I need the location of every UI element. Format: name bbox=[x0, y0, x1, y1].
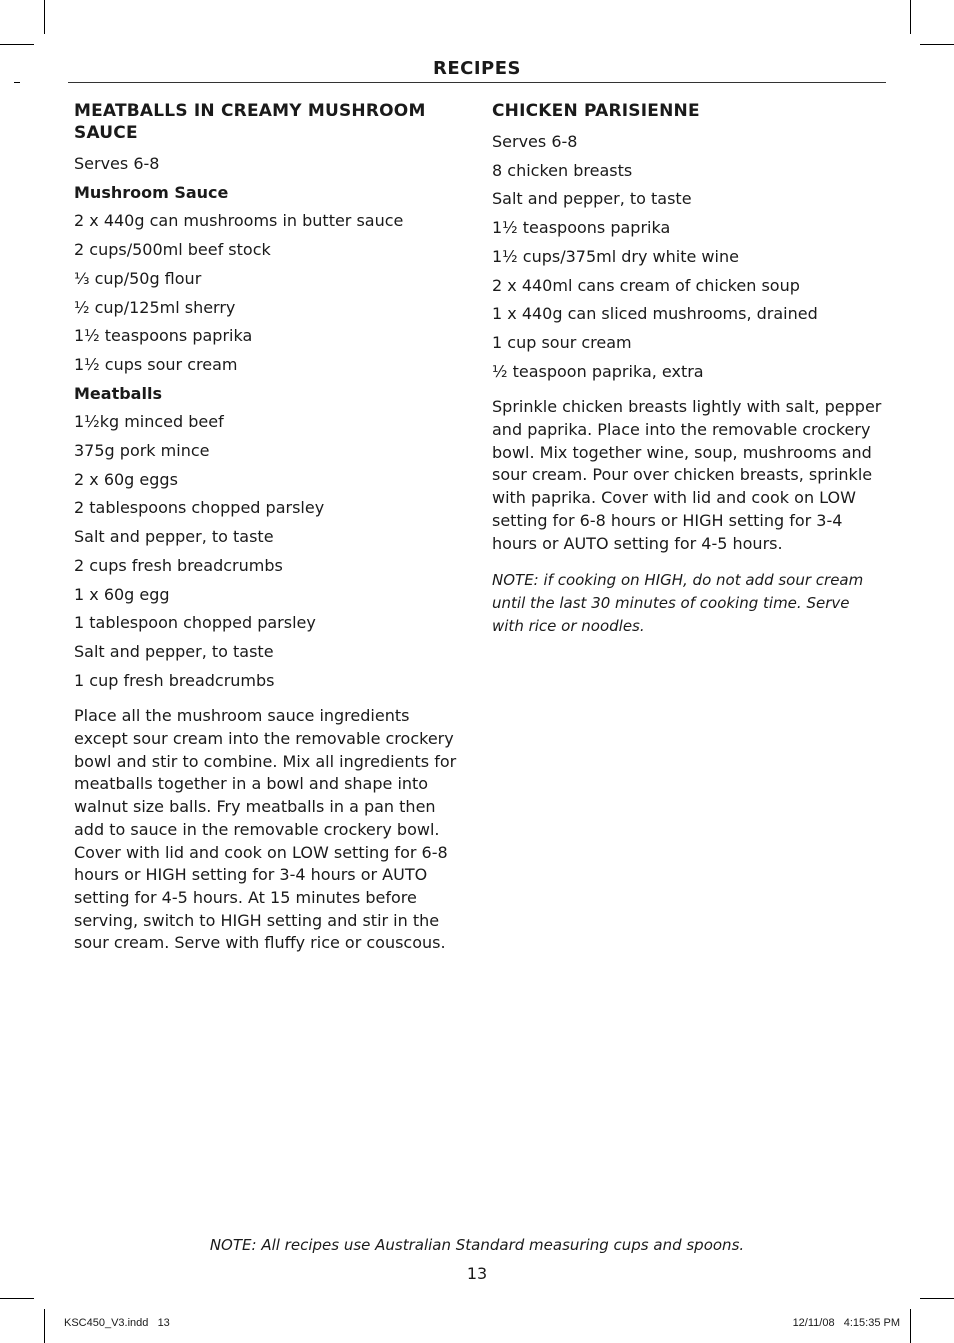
ingredient-item: Salt and pepper, to taste bbox=[492, 189, 692, 209]
slug-timestamp: 12/11/08 4:15:35 PM bbox=[792, 1317, 900, 1329]
ingredient-item: 1 tablespoon chopped parsley bbox=[74, 613, 316, 633]
ingredient-item: 1 cup fresh breadcrumbs bbox=[74, 670, 275, 690]
ingredient-item: 1½ cups/375ml dry white wine bbox=[492, 246, 739, 266]
ingredient-item: 1 x 440g can sliced mushrooms, drained bbox=[492, 304, 818, 324]
recipe-serves: Serves 6-8 bbox=[492, 132, 578, 151]
registration-tick bbox=[14, 82, 20, 83]
measuring-note: NOTE: All recipes use Australian Standard measuring cups and spoons. bbox=[209, 1236, 745, 1254]
crop-mark-bottom-right-horizontal bbox=[920, 1298, 954, 1299]
ingredient-item: 2 tablespoons chopped parsley bbox=[74, 498, 325, 518]
ingredient-item: 2 cups/500ml beef stock bbox=[74, 240, 271, 260]
ingredient-item: 8 chicken breasts bbox=[492, 160, 633, 180]
section-subtitle-mushroom-sauce: Mushroom Sauce bbox=[74, 182, 229, 202]
crop-mark-top-left-vertical bbox=[44, 0, 45, 34]
ingredient-item: ⅓ cup/50g flour bbox=[74, 268, 202, 288]
page-header bbox=[68, 56, 886, 83]
crop-mark-bottom-left-horizontal bbox=[0, 1298, 34, 1299]
ingredient-item: 1½kg minced beef bbox=[74, 412, 224, 432]
ingredient-item: 375g pork mince bbox=[74, 441, 210, 461]
crop-mark-bottom-left-vertical bbox=[44, 1309, 45, 1343]
recipe-title: MEATBALLS IN CREAMY MUSHROOM SAUCE bbox=[74, 101, 426, 143]
recipe-note: NOTE: if cooking on HIGH, do not add sour cream until the last 30 minutes of cooking time. Serve with rice or noodles. bbox=[492, 571, 864, 635]
recipe-chicken-parisienne bbox=[492, 100, 882, 637]
crop-mark-top-right-vertical bbox=[910, 0, 911, 34]
ingredient-item: 1 cup sour cream bbox=[492, 332, 632, 352]
recipe-serves: Serves 6-8 bbox=[74, 154, 160, 173]
ingredient-item: 1½ teaspoons paprika bbox=[492, 218, 671, 238]
ingredient-item: 2 x 440g can mushrooms in butter sauce bbox=[74, 211, 404, 231]
ingredient-item: 2 x 440ml cans cream of chicken soup bbox=[492, 275, 800, 295]
section-subtitle-meatballs: Meatballs bbox=[74, 383, 162, 403]
crop-mark-top-left-horizontal bbox=[0, 44, 34, 45]
ingredient-item: 1½ cups sour cream bbox=[74, 354, 238, 374]
ingredient-item: 1 x 60g egg bbox=[74, 584, 170, 604]
recipe-method: Sprinkle chicken breasts lightly with salt, pepper and paprika. Place into the removable crockery bowl. Mix together wine, soup, mushrooms and sour cream. Pour over chicken breasts, sprinkle with paprika. Cover with lid and cook on LOW setting for 6-8 hours or HIGH setting for 3-4 hours or AUTO setting for 4-5 hours. bbox=[492, 397, 882, 553]
crop-mark-bottom-right-vertical bbox=[910, 1309, 911, 1343]
ingredient-item: ½ cup/125ml sherry bbox=[74, 297, 236, 317]
ingredient-item: 2 x 60g eggs bbox=[74, 469, 178, 489]
recipe-title: CHICKEN PARISIENNE bbox=[492, 101, 700, 121]
recipe-meatballs bbox=[74, 100, 464, 955]
ingredient-item: Salt and pepper, to taste bbox=[74, 527, 274, 547]
ingredient-item: 1½ teaspoons paprika bbox=[74, 326, 253, 346]
ingredient-item: ½ teaspoon paprika, extra bbox=[492, 361, 704, 381]
crop-mark-top-right-horizontal bbox=[920, 44, 954, 45]
ingredient-item: 2 cups fresh breadcrumbs bbox=[74, 555, 283, 575]
ingredient-item: Salt and pepper, to taste bbox=[74, 641, 274, 661]
page-header-title: RECIPES bbox=[432, 58, 521, 79]
slug-file-info: KSC450_V3.indd 13 bbox=[64, 1317, 170, 1329]
recipe-method: Place all the mushroom sauce ingredients except sour cream into the removable crockery bowl and stir to combine. Mix all ingredients for meatballs together in a bowl and shape into walnut size balls. Fry meatballs in a pan then add to sauce in the removable crockery bowl. Cover with lid and cook on LOW setting for 6-8 hours or HIGH setting for 3-4 hours or AUTO setting for 4-5 hours. At 15 minutes before serving, switch to HIGH setting and stir in the sour cream. Serve with fluffy rice or couscous. bbox=[74, 706, 457, 953]
page-number: 13 bbox=[466, 1264, 488, 1283]
